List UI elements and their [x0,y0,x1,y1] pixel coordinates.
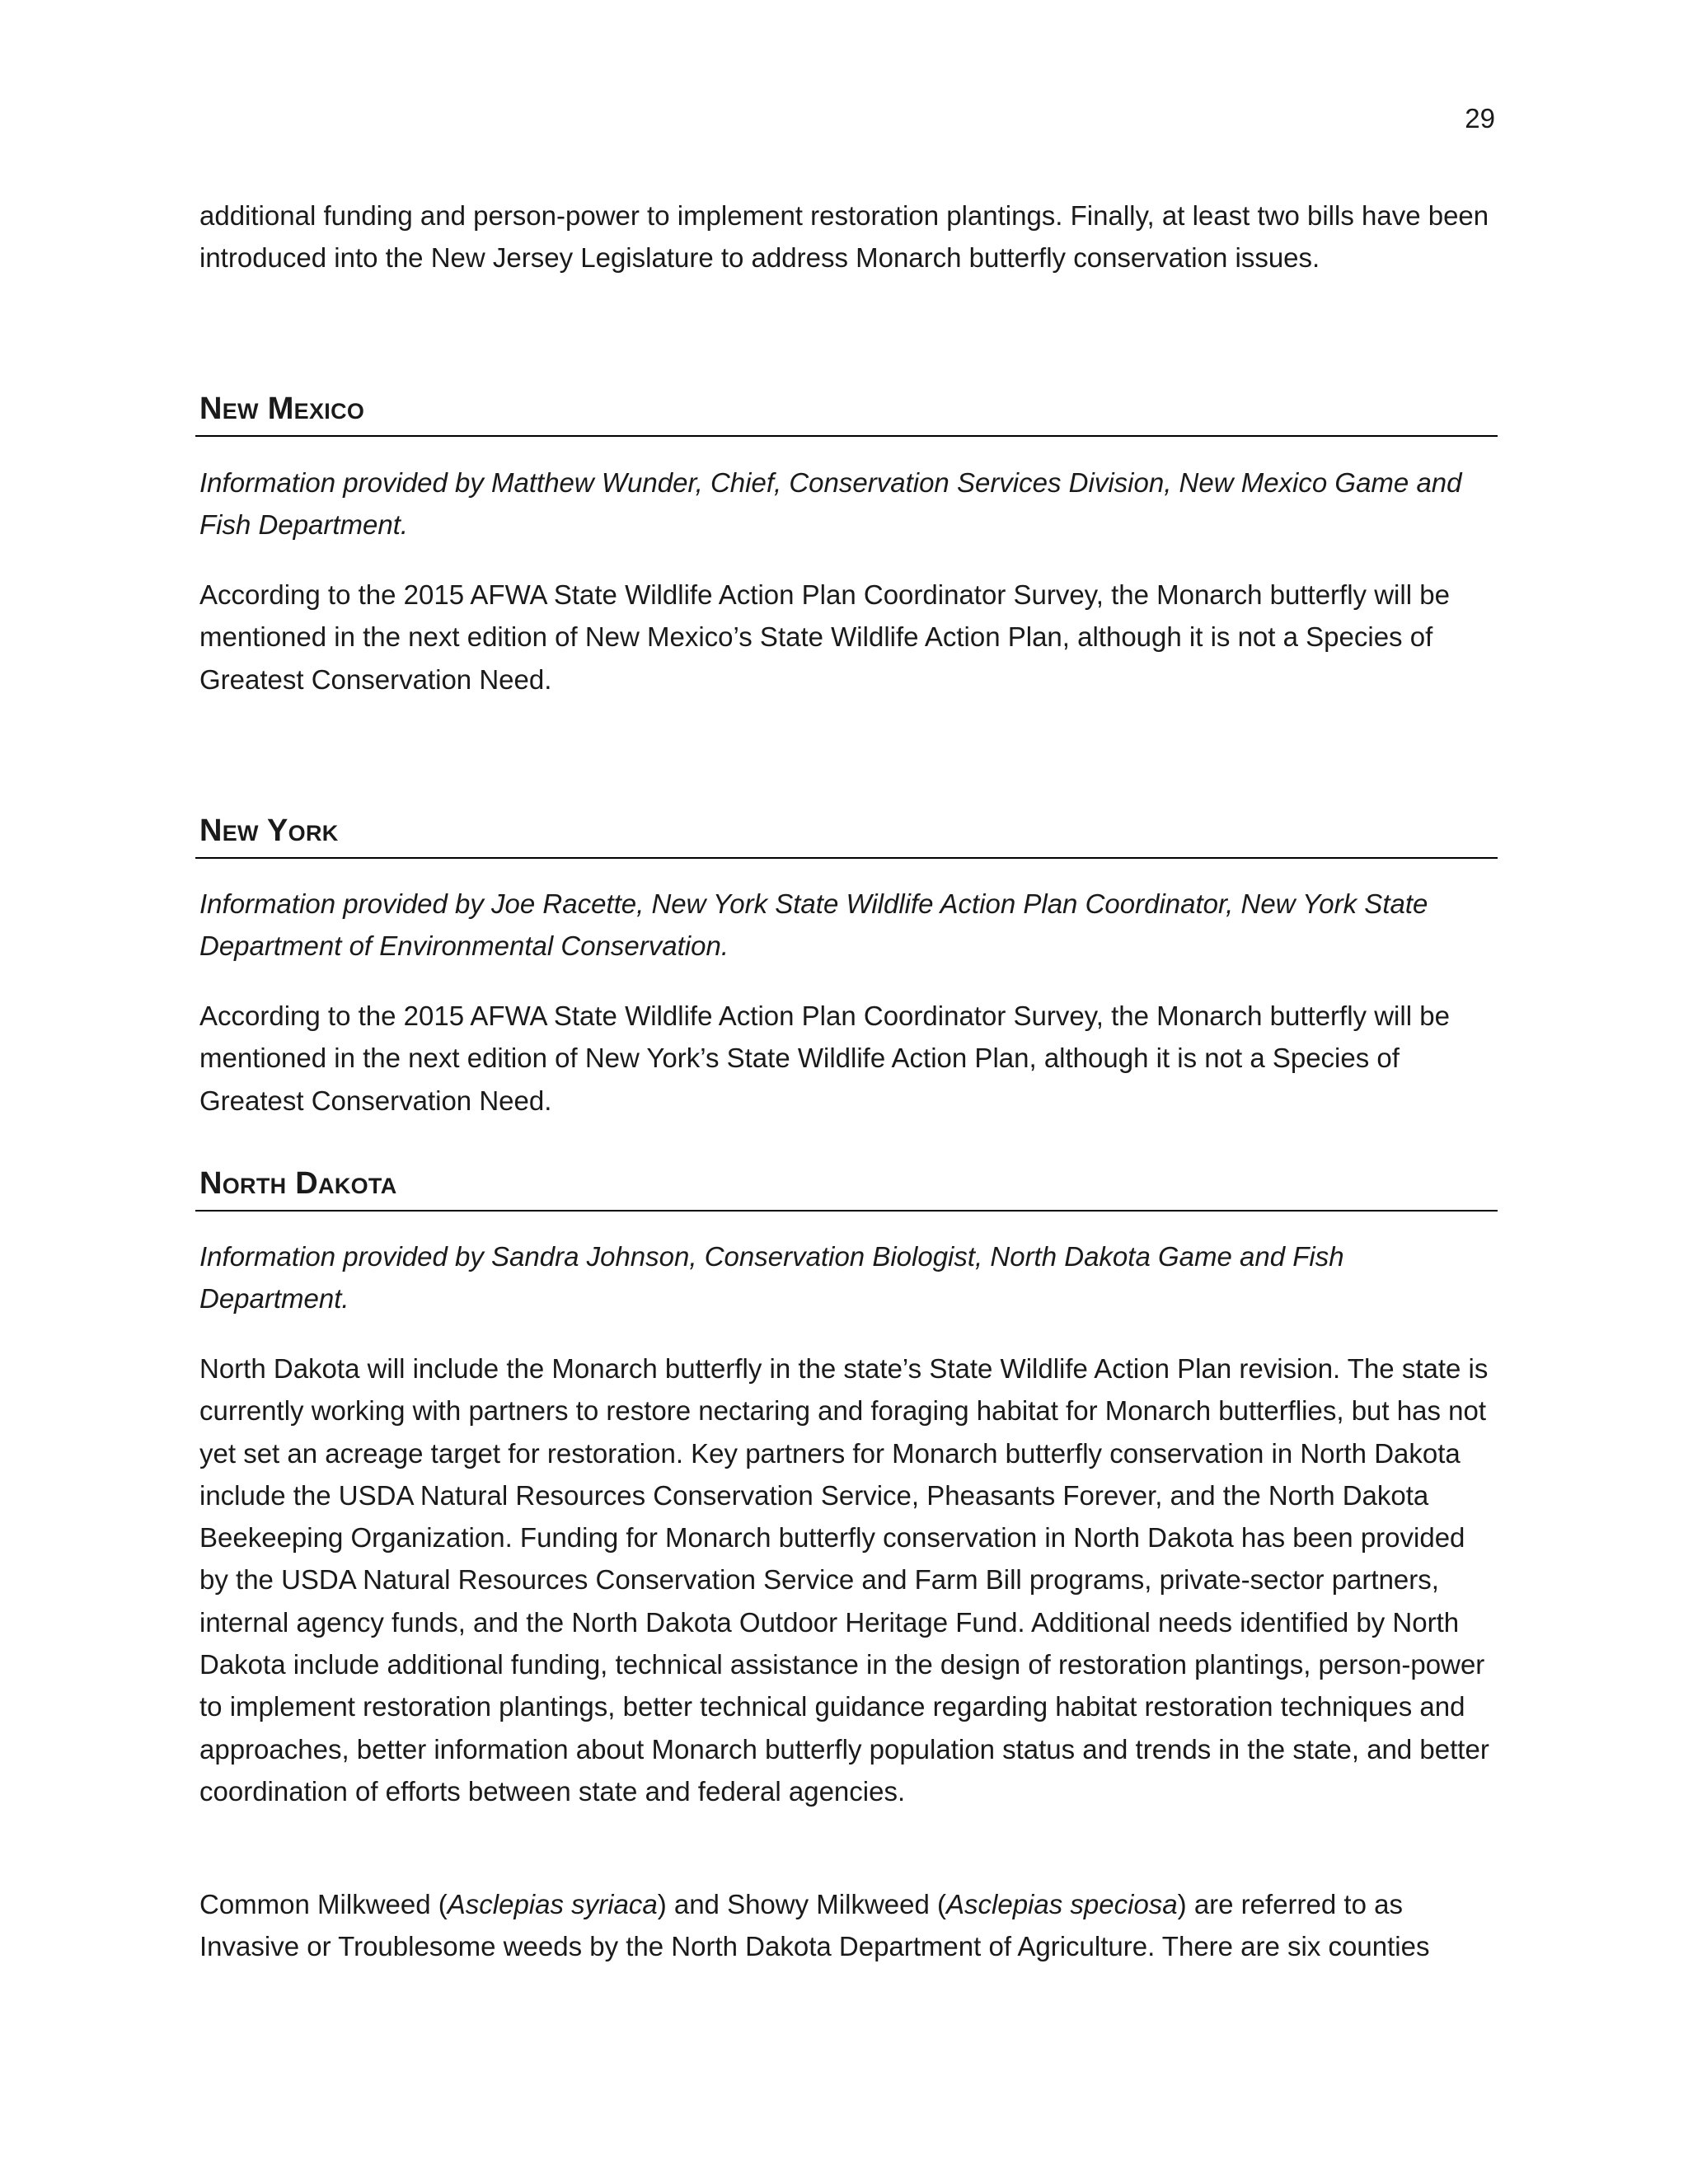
new-york-body-block [199,995,1495,1122]
section-credit: Information provided by Joe Racette, New York State Wildlife Action Plan Coordinator, New York State Department of Environmental Conservation. [199,888,1428,962]
section-credit: Information provided by Matthew Wunder, Chief, Conservation Services Division, New Mexico Game and Fish Department. [199,467,1462,541]
milkweed-text-2: ) and Showy Milkweed ( [657,1889,946,1919]
new-mexico-body-block [199,574,1495,701]
section-heading-north-dakota [195,1155,1498,1212]
milkweed-text-3: ) are referred to as Invasive or Troublesome weeds by the North Dakota Department of Agriculture. There are six counties [199,1889,1430,1962]
new-mexico-credit-block [199,462,1495,546]
milkweed-paragraph [199,1883,1495,1968]
section-body: North Dakota will include the Monarch butterfly in the state’s State Wildlife Action Plan revision. The state is currently working with partners to restore nectaring and foraging habitat for Monarch butterflies, but has not yet set an acreage target for restoration. Key partners for Monarch butterfly conservation in North Dakota include the USDA Natural Resources Conservation Service, Pheasants Forever, and the North Dakota Beekeeping Organization. Funding for Monarch butterfly conservation in North Dakota has been provided by the USDA Natural Resources Conservation Service and Farm Bill programs, private-sector partners, internal agency funds, and the North Dakota Outdoor Heritage Fund. Additional needs identified by North Dakota include additional funding, technical assistance in the design of restoration plantings, person-power to implement restoration plantings, better technical guidance regarding habitat restoration techniques and approaches, better information about Monarch butterfly population status and trends in the state, and better coordination of efforts between state and federal agencies. [199,1353,1489,1807]
north-dakota-credit-block [199,1235,1495,1320]
north-dakota-body-block [199,1347,1495,1812]
page-number: 29 [1465,103,1495,134]
species-name-2: Asclepias speciosa [946,1889,1178,1919]
section-title: New York [199,813,339,848]
species-name-1: Asclepias syriaca [447,1889,658,1919]
section-heading-new-york [195,803,1498,859]
section-title: New Mexico [199,391,365,426]
section-credit: Information provided by Sandra Johnson, Conservation Biologist, North Dakota Game and Fish Department. [199,1241,1344,1315]
section-body: According to the 2015 AFWA State Wildlife Action Plan Coordinator Survey, the Monarch butterfly will be mentioned in the next edition of New Mexico’s State Wildlife Action Plan, although it is not a Species of Greatest Conservation Need. [199,579,1450,695]
section-heading-new-mexico [195,381,1498,437]
new-york-credit-block [199,883,1495,968]
milkweed-text-1: Common Milkweed ( [199,1889,448,1919]
intro-paragraph: additional funding and person-power to implement restoration plantings. Finally, at least two bills have been introduced into the New Jersey Legislature to address Monarch butterfly conservation issues. [199,200,1489,274]
intro-paragraph-block [199,194,1495,279]
section-body: According to the 2015 AFWA State Wildlife Action Plan Coordinator Survey, the Monarch butterfly will be mentioned in the next edition of New York’s State Wildlife Action Plan, although it is not a Species of Greatest Conservation Need. [199,1001,1450,1116]
section-title: North Dakota [199,1166,397,1201]
north-dakota-milkweed-block [199,1883,1495,1968]
